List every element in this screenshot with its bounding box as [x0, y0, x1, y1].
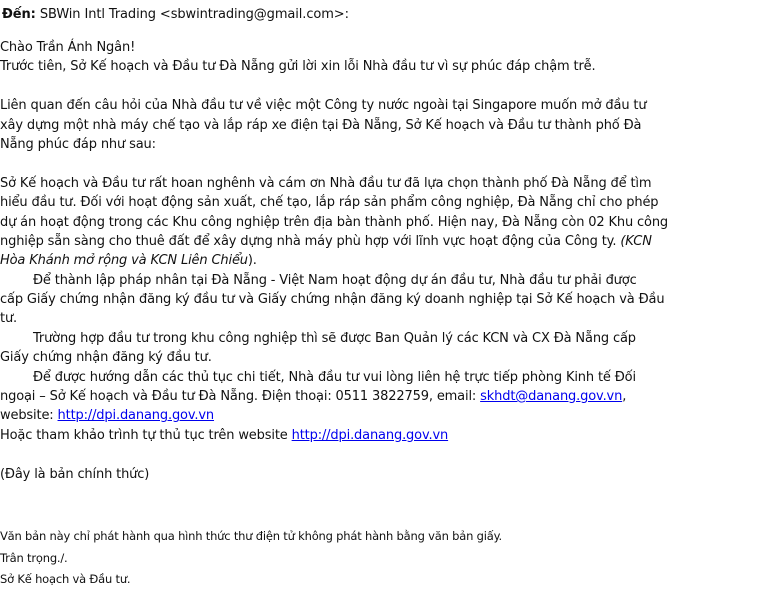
- paragraph-3-line: tư.: [0, 311, 18, 327]
- email-body: [0, 38, 778, 484]
- industrial-zones-italic: (KCN: [616, 233, 652, 249]
- blank-line: [0, 445, 778, 464]
- to-label: Đến:: [2, 7, 36, 22]
- blank-line: [0, 77, 778, 96]
- reference-line: [0, 426, 778, 445]
- paragraph-1-line: Nẵng phúc đáp như sau:: [0, 136, 156, 152]
- contact-text: ngoại – Sở Kế hoạch và Đầu tư Đà Nẵng. Điện thoại: 0511 3822759, email:: [0, 389, 481, 405]
- email-link[interactable]: skhdt@danang.gov.vn: [480, 389, 623, 405]
- paragraph-5-line: Để được hướng dẫn các thủ tục chi tiết, Nhà đầu tư vui lòng liên hệ trực tiếp phòng Kinh tế Đối: [33, 369, 636, 385]
- reference-website-link[interactable]: http://dpi.danang.gov.vn: [291, 427, 449, 443]
- reference-text: Hoặc tham khảo trình tự thủ tục trên website: [0, 427, 292, 443]
- paragraph-1-line: xây dựng một nhà máy chế tạo và lắp ráp xe điện tại Đà Nẵng, Sở Kế hoạch và Đầu tư thành phố Đà: [0, 117, 642, 133]
- closing-line: Trân trọng./.: [0, 550, 68, 565]
- to-value: SBWin Intl Trading <sbwintrading@gmail.com>:: [39, 7, 349, 22]
- industrial-zones-italic: Hòa Khánh mở rộng và KCN Liên Chiểu: [0, 253, 248, 269]
- contact-end: ,: [622, 389, 627, 405]
- paragraph-2-line: [0, 232, 778, 251]
- greeting: Chào Trần Ánh Ngân!: [0, 40, 136, 55]
- contact-line: [0, 387, 778, 406]
- paragraph-4-line: Giấy chứng nhận đăng ký đầu tư.: [0, 350, 212, 366]
- signature-line: Sở Kế hoạch và Đầu tư.: [0, 572, 131, 586]
- recipient-header: [2, 7, 349, 22]
- email-footer: [0, 526, 502, 591]
- paragraph-3-line: cấp Giấy chứng nhận đăng ký đầu tư và Giấy chứng nhận đăng ký doanh nghiệp tại Sở Kế hoạch và Đầu: [0, 292, 665, 308]
- paragraph-2-end: ).: [247, 253, 257, 269]
- paragraph-1-line: Liên quan đến câu hỏi của Nhà đầu tư về việc một Công ty nước ngoài tại Singapore muốn mở đầu tư: [0, 98, 647, 114]
- paragraph-2-line: dự án hoạt động trong các Khu công nghiệp trên địa bàn thành phố. Hiện nay, Đà Nẵng còn 02 Khu công: [0, 214, 669, 230]
- paragraph-2-line: [0, 251, 778, 270]
- paragraph-4-line: Trường hợp đầu tư trong khu công nghiệp thì sẽ được Ban Quản lý các KCN và CX Đà Nẵng cấp: [33, 330, 636, 346]
- notice-line: Văn bản này chỉ phát hành qua hình thức thư điện tử không phát hành bằng văn bản giấy.: [0, 529, 502, 543]
- blank-line: [0, 154, 778, 173]
- paragraph-2-line: Sở Kế hoạch và Đầu tư rất hoan nghênh và cám ơn Nhà đầu tư đã lựa chọn thành phố Đà Nẵng để tìm: [0, 175, 652, 191]
- paragraph-2-line: hiểu đầu tư. Đối với hoạt động sản xuất, chế tạo, lắp ráp sản phẩm công nghiệp, Đà Nẵng chỉ cho phép: [0, 195, 659, 211]
- official-note: (Đây là bản chính thức): [0, 466, 150, 482]
- paragraph-3-line: Để thành lập pháp nhân tại Đà Nẵng - Việt Nam hoạt động dự án đầu tư, Nhà đầu tư phải được: [33, 272, 637, 288]
- website-label: website:: [0, 408, 58, 424]
- website-line: [0, 406, 778, 425]
- website-link[interactable]: http://dpi.danang.gov.vn: [57, 408, 215, 424]
- paragraph-2-text: nghiệp sẵn sàng cho thuê đất để xây dựng nhà máy phù hợp với lĩnh vực hoạt động của Công ty.: [0, 233, 617, 249]
- apology-line: Trước tiên, Sở Kế hoạch và Đầu tư Đà Nẵng gửi lời xin lỗi Nhà đầu tư vì sự phúc đáp chậm trễ.: [0, 59, 596, 75]
